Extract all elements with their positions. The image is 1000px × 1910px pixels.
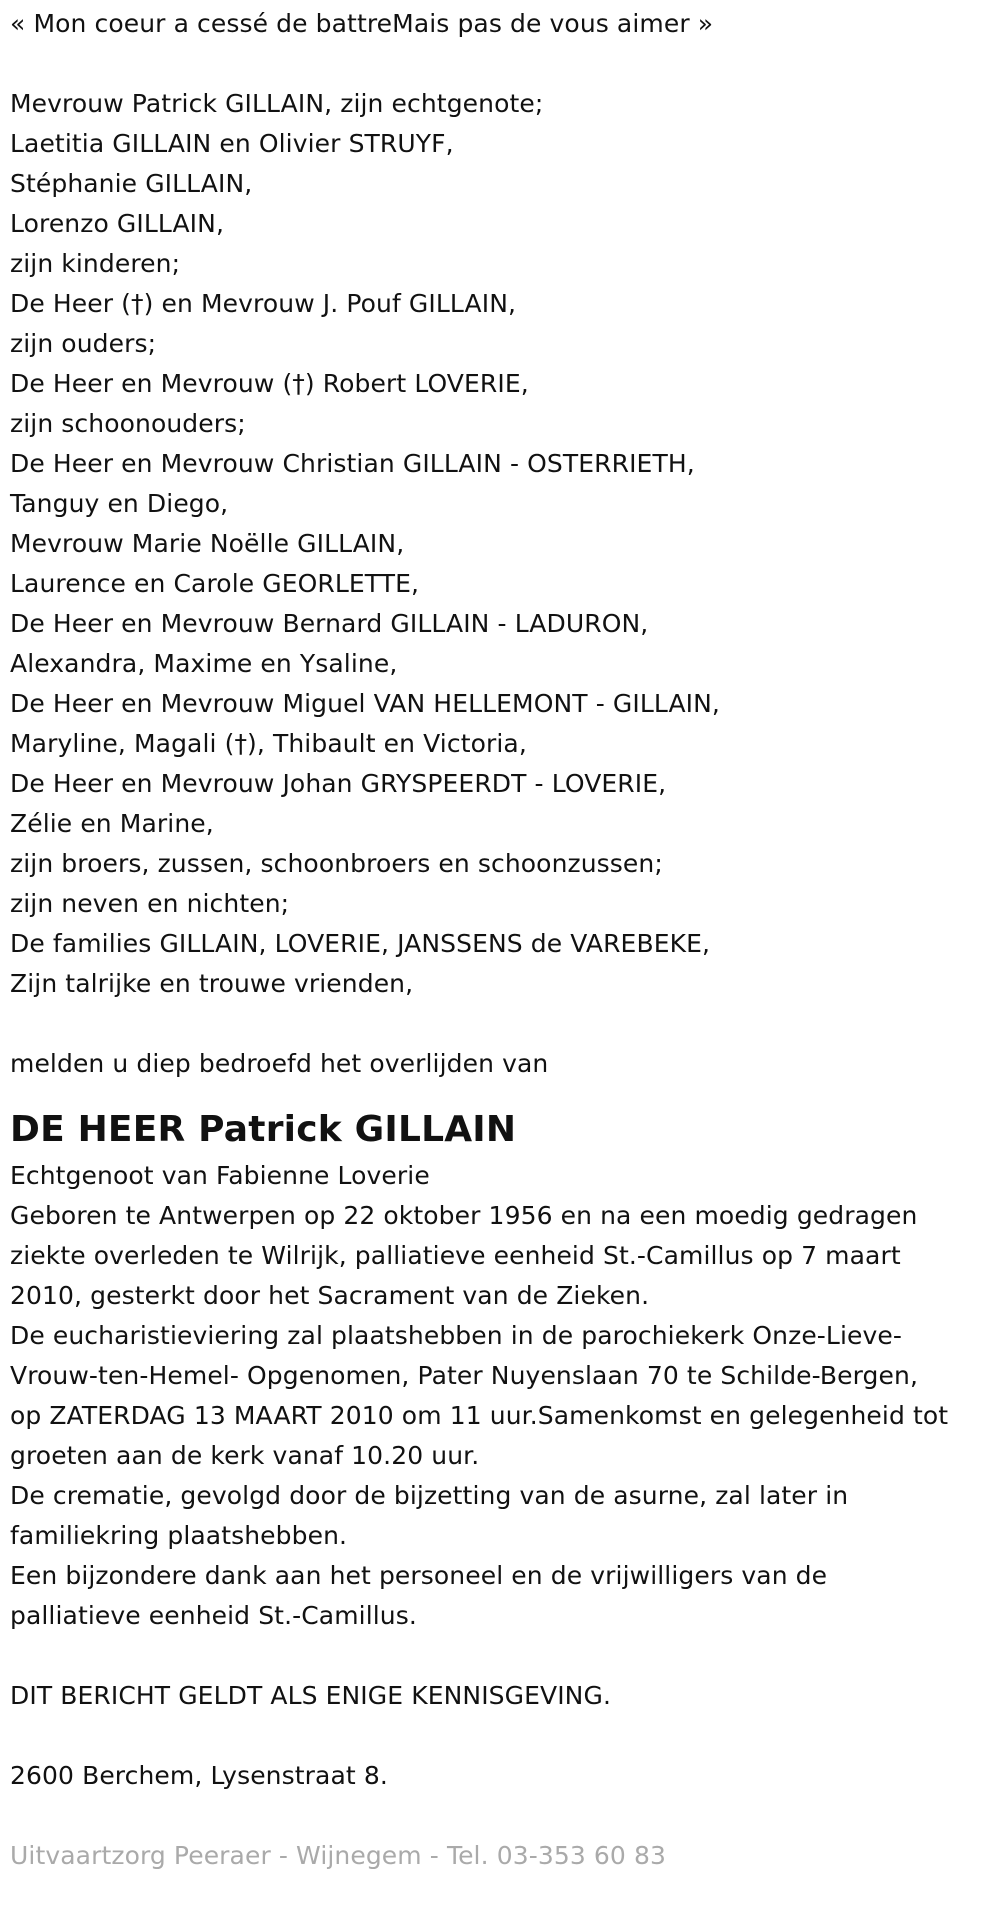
- family-line: De families GILLAIN, LOVERIE, JANSSENS de VAREBEKE,: [10, 929, 711, 958]
- family-line: De Heer en Mevrouw Johan GRYSPEERDT - LOVERIE,: [10, 769, 667, 798]
- family-line: zijn schoonouders;: [10, 409, 246, 438]
- family-line: Laetitia GILLAIN en Olivier STRUYF,: [10, 129, 454, 158]
- spacer: [10, 44, 990, 84]
- details-line: 2010, gesterkt door het Sacrament van de Zieken.: [10, 1281, 650, 1310]
- details-line: groeten aan de kerk vanaf 10.20 uur.: [10, 1441, 480, 1470]
- funeral-home-footer: Uitvaartzorg Peeraer - Wijnegem - Tel. 03-353 60 83: [10, 1841, 666, 1870]
- family-line: Stéphanie GILLAIN,: [10, 169, 253, 198]
- family-line: Laurence en Carole GEORLETTE,: [10, 569, 420, 598]
- family-line: Alexandra, Maxime en Ysaline,: [10, 649, 398, 678]
- family-line: Maryline, Magali (†), Thibault en Victoria,: [10, 729, 527, 758]
- family-line: Mevrouw Patrick GILLAIN, zijn echtgenote;: [10, 89, 544, 118]
- family-line: De Heer en Mevrouw Bernard GILLAIN - LADURON,: [10, 609, 649, 638]
- details-line: Een bijzondere dank aan het personeel en de vrijwilligers van de: [10, 1561, 828, 1590]
- details-line: familiekring plaatshebben.: [10, 1521, 348, 1550]
- notice-line: DIT BERICHT GELDT ALS ENIGE KENNISGEVING.: [10, 1681, 611, 1710]
- family-line: Lorenzo GILLAIN,: [10, 209, 225, 238]
- family-line: De Heer en Mevrouw (†) Robert LOVERIE,: [10, 369, 529, 398]
- family-line: Tanguy en Diego,: [10, 489, 229, 518]
- family-line: De Heer en Mevrouw Miguel VAN HELLEMONT - GILLAIN,: [10, 689, 720, 718]
- details-line: Geboren te Antwerpen op 22 oktober 1956 en na een moedig gedragen: [10, 1201, 918, 1230]
- family-line: zijn ouders;: [10, 329, 157, 358]
- spacer: [10, 1716, 990, 1756]
- deceased-name-heading: DE HEER Patrick GILLAIN: [10, 1109, 517, 1150]
- details-paragraph: [10, 1156, 990, 1636]
- details-line: Vrouw-ten-Hemel- Opgenomen, Pater Nuyenslaan 70 te Schilde-Bergen,: [10, 1361, 919, 1390]
- address-line: 2600 Berchem, Lysenstraat 8.: [10, 1761, 388, 1790]
- details-line: De crematie, gevolgd door de bijzetting van de asurne, zal later in: [10, 1481, 849, 1510]
- quote-line: « Mon coeur a cessé de battreMais pas de vous aimer »: [10, 9, 714, 38]
- family-line: zijn kinderen;: [10, 249, 181, 278]
- family-line: Zélie en Marine,: [10, 809, 214, 838]
- spacer: [10, 1636, 990, 1676]
- details-line: palliatieve eenheid St.-Camillus.: [10, 1601, 417, 1630]
- family-line: De Heer en Mevrouw Christian GILLAIN - OSTERRIETH,: [10, 449, 695, 478]
- family-line: zijn neven en nichten;: [10, 889, 290, 918]
- family-line: De Heer (†) en Mevrouw J. Pouf GILLAIN,: [10, 289, 517, 318]
- family-list: [10, 84, 990, 1004]
- details-line: op ZATERDAG 13 MAART 2010 om 11 uur.Samenkomst en gelegenheid tot: [10, 1401, 949, 1430]
- family-line: zijn broers, zussen, schoonbroers en schoonzussen;: [10, 849, 663, 878]
- family-line: Zijn talrijke en trouwe vrienden,: [10, 969, 414, 998]
- family-line: Mevrouw Marie Noëlle GILLAIN,: [10, 529, 405, 558]
- spacer: [10, 1796, 990, 1836]
- announcement-line: melden u diep bedroefd het overlijden van: [10, 1049, 549, 1078]
- details-line: ziekte overleden te Wilrijk, palliatieve eenheid St.-Camillus op 7 maart: [10, 1241, 901, 1270]
- details-line: Echtgenoot van Fabienne Loverie: [10, 1161, 430, 1190]
- details-line: De eucharistieviering zal plaatshebben in de parochiekerk Onze-Lieve-: [10, 1321, 902, 1350]
- spacer: [10, 1004, 990, 1044]
